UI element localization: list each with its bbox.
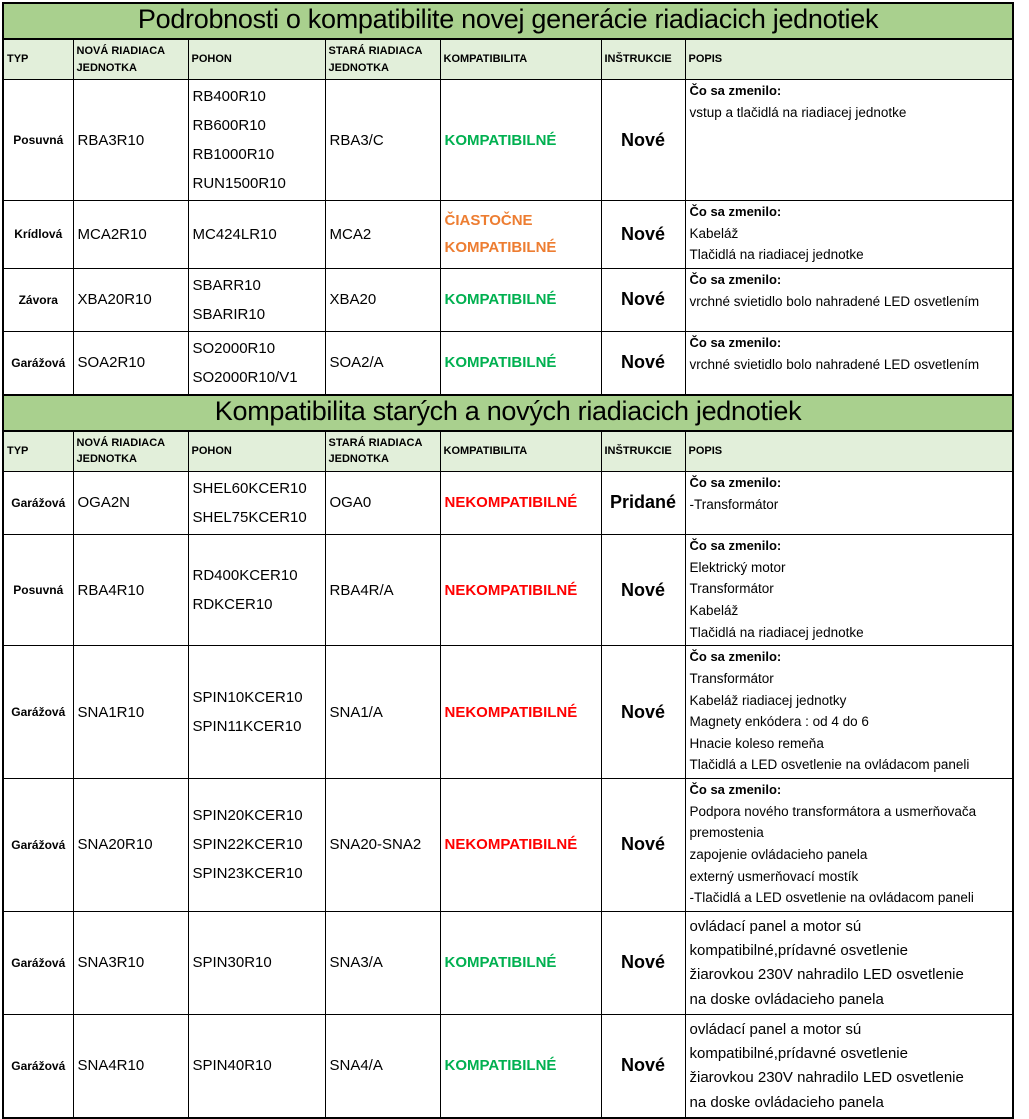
cell-drive bbox=[188, 534, 325, 645]
cell-old-unit: SNA4/A bbox=[325, 1014, 440, 1118]
compatibility-table bbox=[2, 2, 1014, 1119]
cell-old-unit: SNA1/A bbox=[325, 646, 440, 779]
cell-instructions: Nové bbox=[601, 778, 685, 911]
column-header: TYP bbox=[3, 431, 73, 472]
drive-line: MC424LR10 bbox=[192, 225, 277, 243]
description-heading: Čo sa zmenilo: bbox=[689, 474, 782, 490]
description-heading: Čo sa zmenilo: bbox=[689, 83, 782, 98]
description-line: Tlačidlá na riadiacej jednotke bbox=[689, 247, 864, 263]
cell-drive bbox=[188, 331, 325, 395]
section-title-row bbox=[3, 395, 1013, 431]
cell-compatibility: KOMPATIBILNÉ bbox=[440, 1014, 601, 1118]
section-title-row bbox=[3, 3, 1013, 39]
description-line: Transformátor bbox=[689, 581, 774, 597]
cell-instructions: Nové bbox=[601, 268, 685, 331]
cell-description bbox=[685, 646, 1013, 779]
cell-instructions: Nové bbox=[601, 646, 685, 779]
column-header: STARÁ RIADIACA JEDNOTKA bbox=[325, 39, 440, 80]
cell-typ: Posuvná bbox=[3, 80, 73, 201]
cell-compatibility: NEKOMPATIBILNÉ bbox=[440, 534, 601, 645]
table-row bbox=[3, 331, 1013, 395]
cell-description bbox=[685, 80, 1013, 201]
cell-description bbox=[685, 778, 1013, 911]
cell-drive bbox=[188, 646, 325, 779]
cell-compatibility: ČIASTOČNE KOMPATIBILNÉ bbox=[440, 201, 601, 269]
drive-line: RD400KCER10 bbox=[192, 567, 298, 585]
description-line: kompatibilné,prídavné osvetlenie bbox=[689, 941, 908, 959]
cell-new-unit: SNA20R10 bbox=[73, 778, 188, 911]
cell-old-unit: SNA20-SNA2 bbox=[325, 778, 440, 911]
cell-instructions: Nové bbox=[601, 911, 685, 1014]
drive-line: RB400R10 bbox=[192, 88, 266, 105]
column-header: POHON bbox=[188, 39, 325, 80]
cell-drive bbox=[188, 201, 325, 269]
drive-line: RUN1500R10 bbox=[192, 175, 286, 192]
cell-typ: Posuvná bbox=[3, 534, 73, 645]
description-line: ovládací panel a motor sú bbox=[689, 1020, 862, 1038]
drive-line: SPIN20KCER10 bbox=[192, 807, 303, 825]
cell-new-unit: MCA2R10 bbox=[73, 201, 188, 269]
cell-typ: Garážová bbox=[3, 646, 73, 779]
drive-line: SPIN22KCER10 bbox=[192, 836, 303, 854]
description-line: ovládací panel a motor sú bbox=[689, 917, 862, 935]
cell-description bbox=[685, 1014, 1013, 1118]
drive-line: SPIN23KCER10 bbox=[192, 865, 303, 883]
cell-old-unit: XBA20 bbox=[325, 268, 440, 331]
cell-description bbox=[685, 534, 1013, 645]
cell-description bbox=[685, 911, 1013, 1014]
description-line: vrchné svietidlo bolo nahradené LED osvetlením bbox=[689, 356, 980, 372]
column-header: POPIS bbox=[685, 39, 1013, 80]
description-line: externý usmerňovací mostík bbox=[689, 868, 859, 884]
column-header: NOVÁ RIADIACA JEDNOTKA bbox=[73, 39, 188, 80]
cell-new-unit: OGA2N bbox=[73, 471, 188, 534]
cell-drive bbox=[188, 268, 325, 331]
drive-line: SPIN11KCER10 bbox=[192, 718, 302, 736]
cell-compatibility: NEKOMPATIBILNÉ bbox=[440, 471, 601, 534]
drive-line: SPIN30R10 bbox=[192, 954, 272, 972]
description-line: Tlačidlá na riadiacej jednotke bbox=[689, 624, 864, 640]
table-row bbox=[3, 471, 1013, 534]
cell-typ: Garážová bbox=[3, 471, 73, 534]
table-row bbox=[3, 778, 1013, 911]
table-row bbox=[3, 268, 1013, 331]
table-row bbox=[3, 534, 1013, 645]
description-line: žiarovkou 230V nahradilo LED osvetlenie bbox=[689, 966, 964, 984]
cell-instructions: Nové bbox=[601, 1014, 685, 1118]
column-header: INŠTRUKCIE bbox=[601, 39, 685, 80]
description-heading: Čo sa zmenilo: bbox=[689, 537, 782, 553]
cell-new-unit: SNA4R10 bbox=[73, 1014, 188, 1118]
table-row bbox=[3, 911, 1013, 1014]
cell-typ: Garážová bbox=[3, 331, 73, 395]
description-line: kompatibilné,prídavné osvetlenie bbox=[689, 1045, 908, 1063]
description-line: na doske ovládacieho panela bbox=[689, 990, 884, 1008]
description-line: Tlačidlá a LED osvetlenie na ovládacom paneli bbox=[689, 757, 970, 773]
column-header: KOMPATIBILITA bbox=[440, 431, 601, 472]
column-header: INŠTRUKCIE bbox=[601, 431, 685, 472]
drive-line: SHEL60KCER10 bbox=[192, 479, 307, 497]
drive-line: RDKCER10 bbox=[192, 596, 273, 614]
column-header: NOVÁ RIADIACA JEDNOTKA bbox=[73, 431, 188, 472]
cell-drive bbox=[188, 778, 325, 911]
description-line: Kabeláž riadiacej jednotky bbox=[689, 692, 847, 708]
drive-line: RB600R10 bbox=[192, 117, 266, 134]
cell-old-unit: OGA0 bbox=[325, 471, 440, 534]
drive-line: SPIN40R10 bbox=[192, 1057, 272, 1075]
description-line: -Transformátor bbox=[689, 496, 779, 512]
description-heading: Čo sa zmenilo: bbox=[689, 204, 782, 219]
cell-description bbox=[685, 268, 1013, 331]
description-heading: Čo sa zmenilo: bbox=[689, 271, 782, 287]
cell-drive bbox=[188, 911, 325, 1014]
description-heading: Čo sa zmenilo: bbox=[689, 781, 782, 797]
description-line: Transformátor bbox=[689, 670, 774, 686]
cell-compatibility: KOMPATIBILNÉ bbox=[440, 331, 601, 395]
column-header: TYP bbox=[3, 39, 73, 80]
column-header: STARÁ RIADIACA JEDNOTKA bbox=[325, 431, 440, 472]
cell-compatibility: NEKOMPATIBILNÉ bbox=[440, 778, 601, 911]
cell-instructions: Nové bbox=[601, 80, 685, 201]
cell-typ: Garážová bbox=[3, 778, 73, 911]
cell-new-unit: SNA1R10 bbox=[73, 646, 188, 779]
header-row bbox=[3, 39, 1013, 80]
cell-typ: Garážová bbox=[3, 1014, 73, 1118]
drive-line: SHEL75KCER10 bbox=[192, 508, 307, 526]
cell-drive bbox=[188, 471, 325, 534]
description-line: na doske ovládacieho panela bbox=[689, 1093, 884, 1111]
cell-instructions: Nové bbox=[601, 331, 685, 395]
description-line: -Tlačidlá a LED osvetlenie na ovládacom paneli bbox=[689, 890, 974, 906]
cell-old-unit: SNA3/A bbox=[325, 911, 440, 1014]
cell-old-unit: MCA2 bbox=[325, 201, 440, 269]
drive-line: RB1000R10 bbox=[192, 146, 275, 163]
cell-drive bbox=[188, 1014, 325, 1118]
header-row bbox=[3, 431, 1013, 472]
cell-old-unit: RBA3/C bbox=[325, 80, 440, 201]
cell-instructions: Nové bbox=[601, 534, 685, 645]
description-line: Elektrický motor bbox=[689, 559, 786, 575]
drive-line: SO2000R10 bbox=[192, 339, 276, 357]
cell-compatibility: KOMPATIBILNÉ bbox=[440, 911, 601, 1014]
cell-description bbox=[685, 331, 1013, 395]
compatibility-sheet bbox=[2, 2, 1012, 1119]
cell-compatibility: KOMPATIBILNÉ bbox=[440, 268, 601, 331]
cell-new-unit: SNA3R10 bbox=[73, 911, 188, 1014]
cell-drive bbox=[188, 80, 325, 201]
cell-old-unit: RBA4R/A bbox=[325, 534, 440, 645]
cell-typ: Závora bbox=[3, 268, 73, 331]
column-header: POHON bbox=[188, 431, 325, 472]
description-line: Magnety enkódera : od 4 do 6 bbox=[689, 714, 869, 730]
table-row bbox=[3, 646, 1013, 779]
cell-typ: Garážová bbox=[3, 911, 73, 1014]
cell-instructions: Pridané bbox=[601, 471, 685, 534]
description-line: premostenia bbox=[689, 825, 764, 841]
table-row bbox=[3, 1014, 1013, 1118]
drive-line: SPIN10KCER10 bbox=[192, 689, 303, 707]
cell-compatibility: KOMPATIBILNÉ bbox=[440, 80, 601, 201]
cell-instructions: Nové bbox=[601, 201, 685, 269]
drive-line: SBARIR10 bbox=[192, 305, 266, 323]
description-line: Hnacie koleso remeňa bbox=[689, 735, 824, 751]
cell-new-unit: RBA4R10 bbox=[73, 534, 188, 645]
description-line: zapojenie ovládacieho panela bbox=[689, 846, 868, 862]
description-line: Podpora nového transformátora a usmerňovača bbox=[689, 803, 977, 819]
cell-new-unit: SOA2R10 bbox=[73, 331, 188, 395]
drive-line: SBARR10 bbox=[192, 276, 261, 294]
column-header: KOMPATIBILITA bbox=[440, 39, 601, 80]
cell-new-unit: RBA3R10 bbox=[73, 80, 188, 201]
drive-line: SO2000R10/V1 bbox=[192, 368, 298, 386]
cell-new-unit: XBA20R10 bbox=[73, 268, 188, 331]
cell-compatibility: NEKOMPATIBILNÉ bbox=[440, 646, 601, 779]
description-line: Kabeláž bbox=[689, 225, 739, 241]
column-header: POPIS bbox=[685, 431, 1013, 472]
description-line: vstup a tlačidlá na riadiacej jednotke bbox=[689, 104, 907, 120]
description-heading: Čo sa zmenilo: bbox=[689, 334, 782, 350]
table-row bbox=[3, 201, 1013, 269]
cell-description bbox=[685, 471, 1013, 534]
table-row bbox=[3, 80, 1013, 201]
section-title: Podrobnosti o kompatibilite novej generácie riadiacich jednotiek bbox=[3, 3, 1013, 39]
cell-typ: Krídlová bbox=[3, 201, 73, 269]
cell-description bbox=[685, 201, 1013, 269]
section-title: Kompatibilita starých a nových riadiacich jednotiek bbox=[3, 395, 1013, 431]
description-heading: Čo sa zmenilo: bbox=[689, 649, 782, 665]
cell-old-unit: SOA2/A bbox=[325, 331, 440, 395]
description-line: žiarovkou 230V nahradilo LED osvetlenie bbox=[689, 1069, 964, 1087]
description-line: Kabeláž bbox=[689, 602, 739, 618]
description-line: vrchné svietidlo bolo nahradené LED osvetlením bbox=[689, 293, 980, 309]
